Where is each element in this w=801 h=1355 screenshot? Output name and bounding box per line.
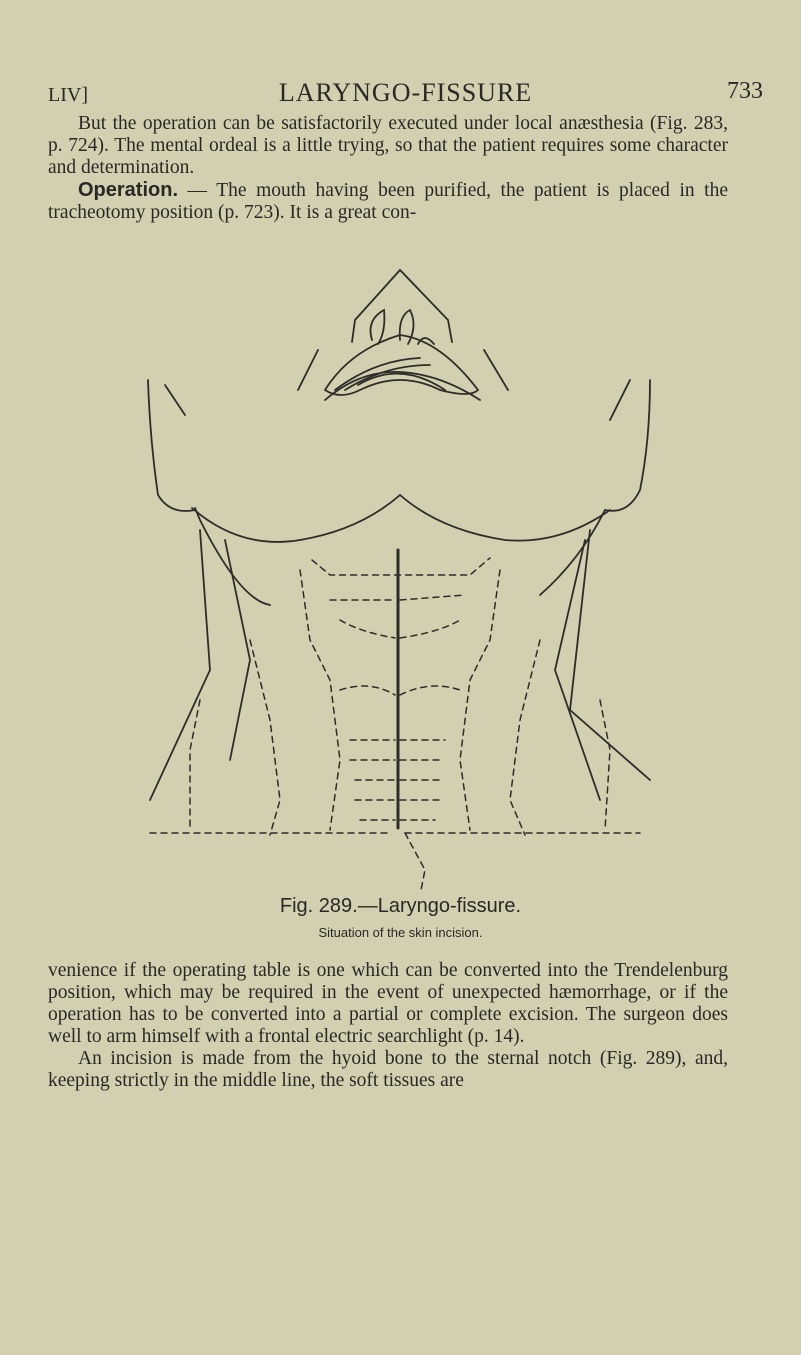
- jaw-outer-right: [540, 510, 605, 595]
- mouth-line: [325, 372, 480, 400]
- neck-outer-right: [555, 540, 600, 800]
- running-title: LARYNGO-FISSURE: [278, 78, 533, 107]
- cheek-left: [298, 350, 318, 390]
- running-header: [48, 78, 763, 108]
- neck-outer-left: [225, 540, 250, 760]
- cricoid-dashed: [340, 686, 460, 695]
- jaw-outer-left: [195, 508, 270, 605]
- jaw-left-line: [165, 385, 185, 415]
- paragraph-operation: [48, 179, 728, 224]
- sternomastoid-right: [510, 640, 540, 835]
- jaw-right-line: [610, 380, 630, 420]
- figure-caption-subtitle: Situation of the skin incision.: [318, 925, 483, 940]
- bottom-text-block: [48, 960, 728, 1092]
- neck-left-line: [150, 530, 210, 800]
- thyroid-dashed-right: [400, 595, 465, 638]
- paragraph-anaesthesia: But the operation can be satisfactorily executed under local anæsthesia (Fig. 283, p. 724). The mental ordeal is a little trying, so that the patient requires some character and determination.: [48, 113, 728, 178]
- chapter-number: LIV]: [48, 84, 88, 106]
- top-text-block: [48, 113, 728, 224]
- hyoid-dashed: [312, 558, 490, 575]
- sternal-line: [405, 833, 425, 890]
- jaw-right-ear: [605, 380, 650, 511]
- nostril-right: [400, 310, 414, 344]
- operation-heading: Operation.: [78, 179, 179, 201]
- nostril-left: [371, 310, 385, 344]
- laryngo-fissure-illustration: [0, 240, 801, 890]
- thyroid-dashed-left: [330, 600, 395, 638]
- sternomastoid-left: [250, 640, 280, 835]
- jaw-left-ear: [148, 380, 195, 511]
- chin-outline: [192, 495, 610, 542]
- page-number: 733: [727, 78, 763, 104]
- nose-outline: [352, 270, 452, 342]
- figure-caption-title: Fig. 289.—Laryngo-fissure.: [279, 895, 522, 917]
- cheek-right: [484, 350, 508, 390]
- thyroid-left-side: [300, 570, 340, 830]
- thyroid-right-side: [460, 570, 500, 830]
- paragraph-trendelenburg: venience if the operating table is one which can be converted into the Trendelenburg position, which may be required in the event of unexpected hæmorrhage, or if the operation has to be converted into a partial or complete excision. The surgeon does well to arm himself with a frontal electric searchlight (p. 14).: [48, 960, 728, 1047]
- outer-left-dashed: [190, 700, 200, 830]
- neck-right-line: [570, 530, 650, 780]
- outer-right-dashed: [600, 700, 610, 830]
- operation-text: — The mouth having been purified, the patient is placed in the tracheotomy position (p. 723). It is a great con-: [48, 180, 728, 223]
- paragraph-incision: An incision is made from the hyoid bone to the sternal notch (Fig. 289), and, keeping strictly in the middle line, the soft tissues are: [48, 1048, 728, 1091]
